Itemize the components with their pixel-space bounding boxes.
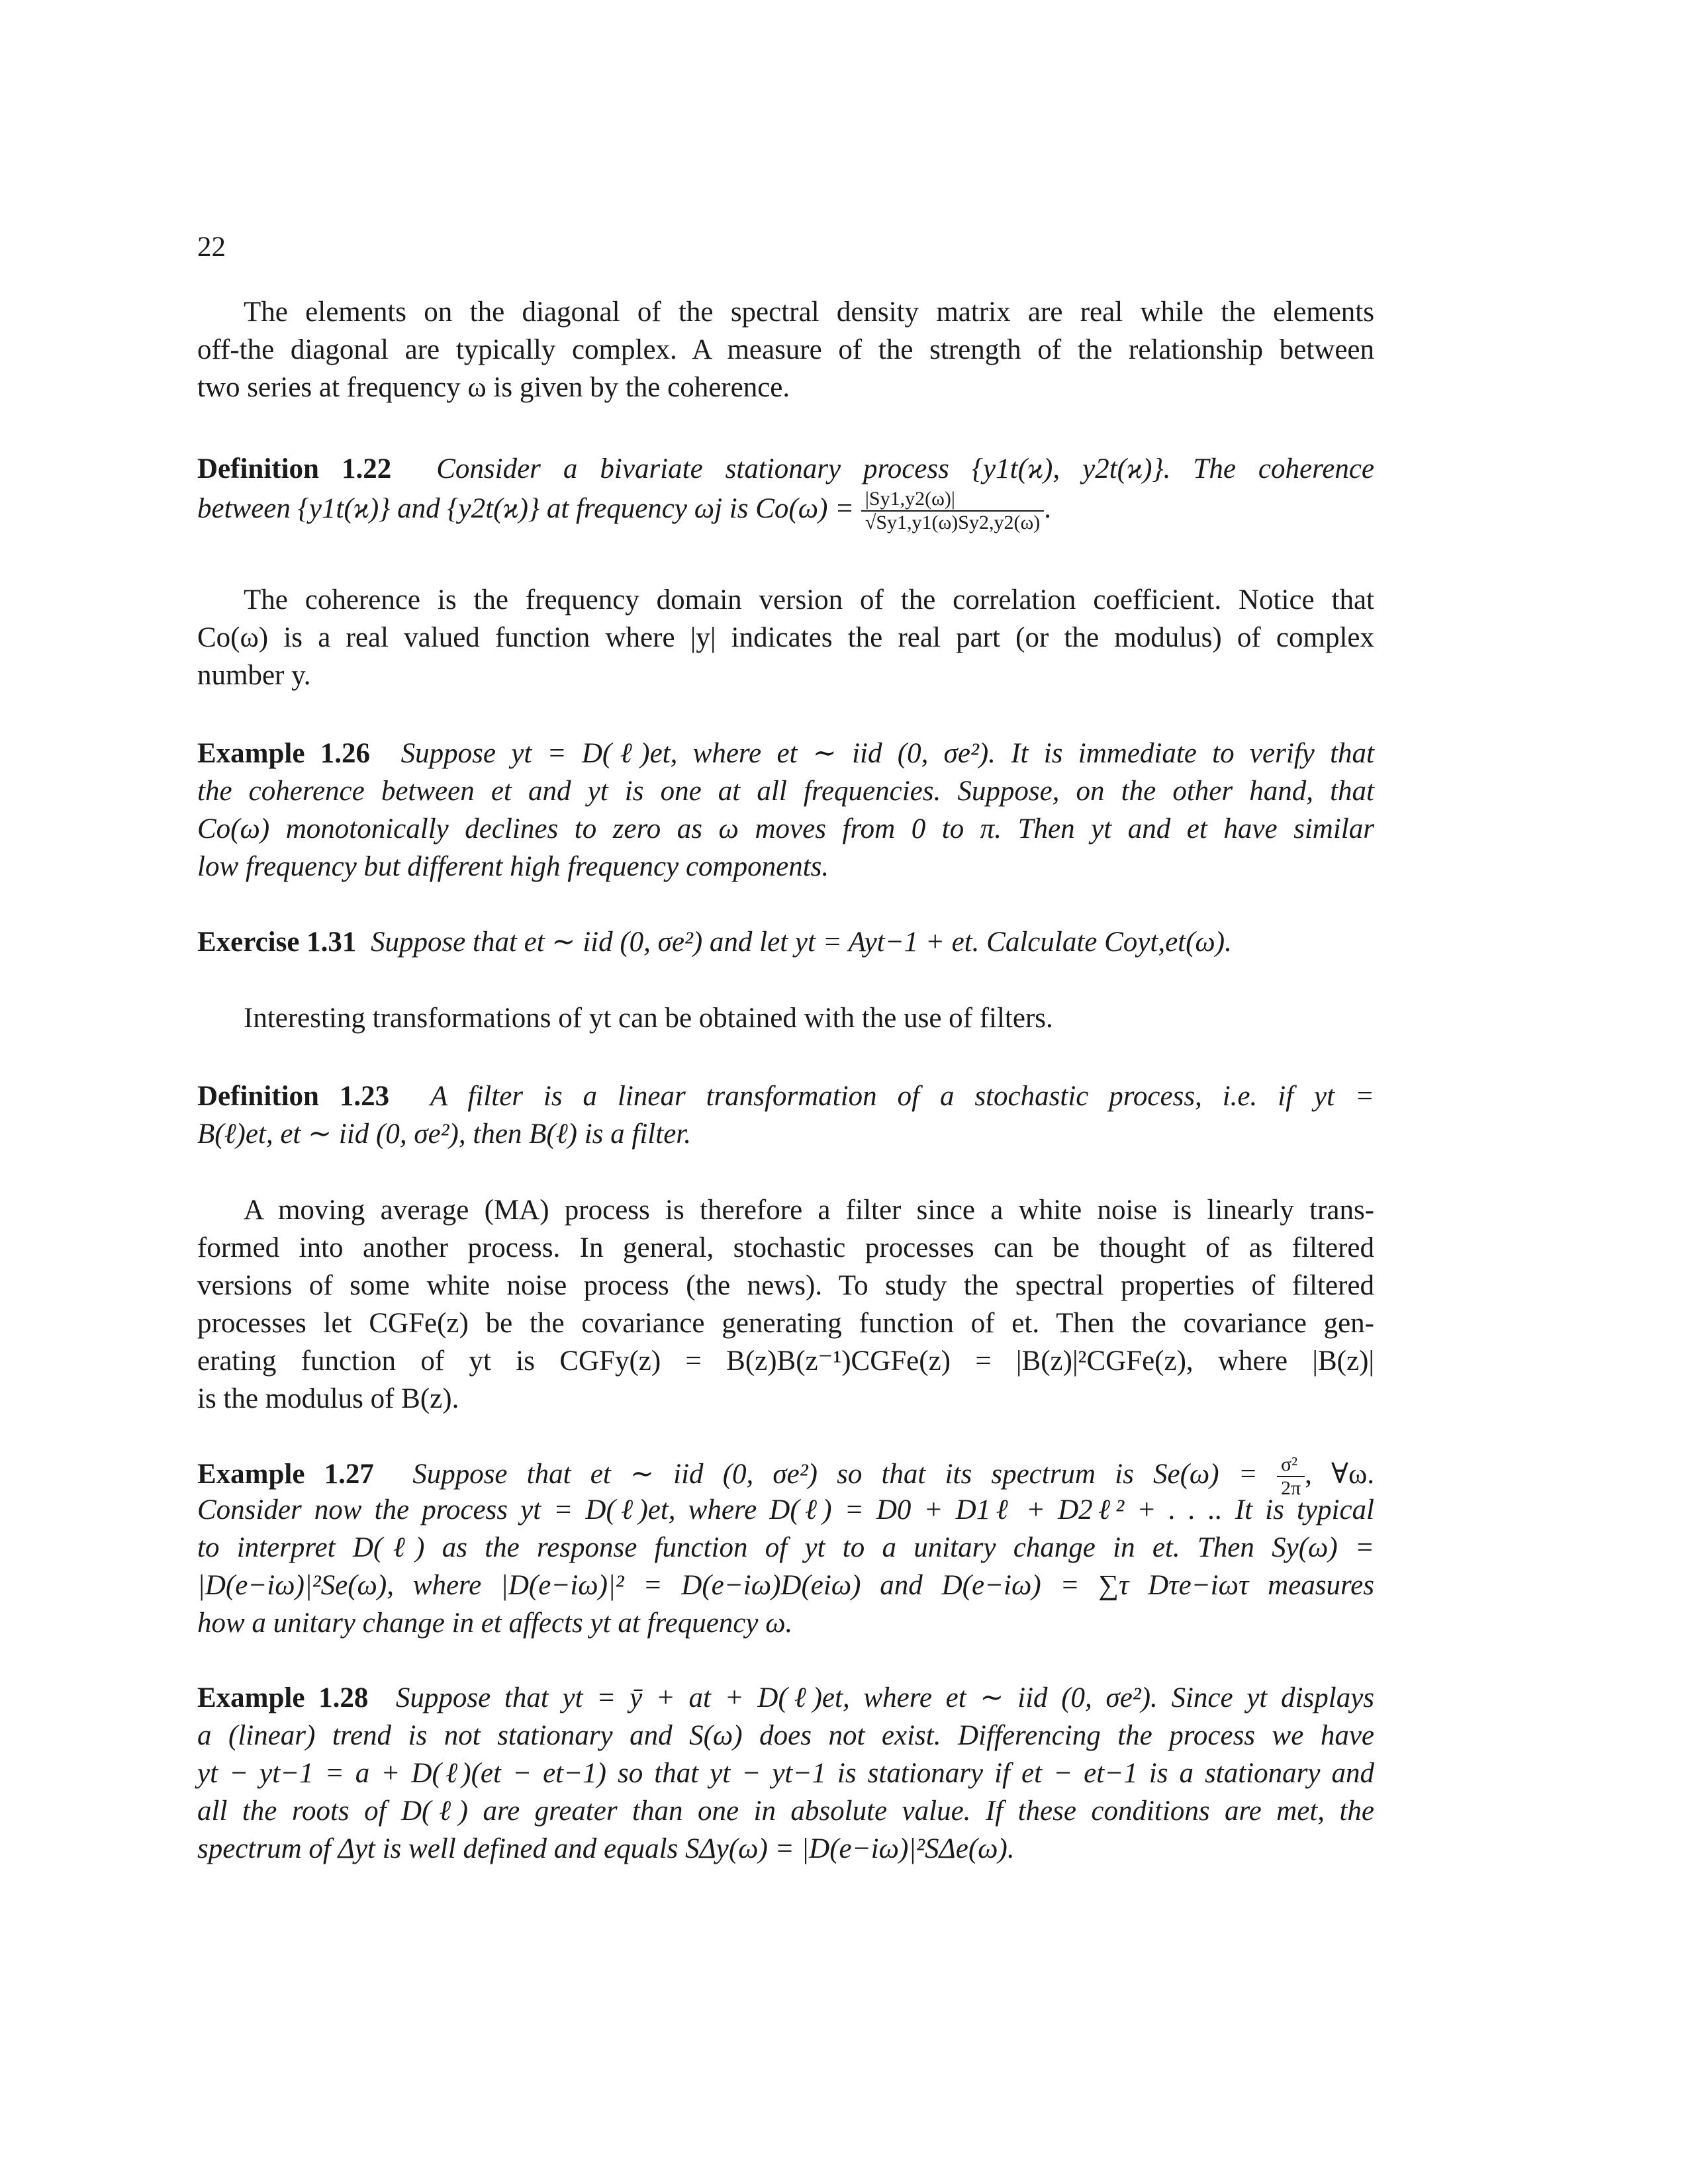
fraction-numerator: |Sy1,y2(ω)| (861, 488, 1044, 512)
text-line: formed into another process. In general, stochastic processes can be thought of as filtered (197, 1232, 1374, 1263)
text-line: Interesting transformations of yt can be obtained with the use of filters. (244, 1003, 1053, 1034)
period: . (1044, 492, 1051, 524)
definition-text: B(ℓ)et, et ∼ iid (0, σe²), then B(ℓ) is a filter. (197, 1118, 691, 1150)
text-line: off-the diagonal are typically complex. A measure of the strength of the relationship between (197, 334, 1374, 365)
definition-label: Definition 1.22 (197, 453, 392, 484)
definition-text: A filter is a linear transformation of a stochastic process, i.e. if yt = (430, 1081, 1374, 1112)
text-line: to interpret D(ℓ) as the response function of yt to a unitary change in et. Then Sy(ω) = (197, 1532, 1374, 1563)
text-line: is the modulus of B(z). (197, 1383, 459, 1414)
text-line: the coherence between et and yt is one at all frequencies. Suppose, on the other hand, that (197, 776, 1374, 807)
definition-text: Consider a bivariate stationary process {y1t(ϰ), y2t(ϰ)}. The coherence (436, 453, 1374, 484)
text-line: The elements on the diagonal of the spectral density matrix are real while the elements (244, 296, 1374, 328)
example-1-28 (197, 1679, 1374, 1868)
example-text: Suppose yt = D(ℓ)et, where et ∼ iid (0, σe²). It is immediate to verify that (400, 738, 1375, 769)
exercise-1-31 (197, 923, 1374, 961)
fraction-denominator: √Sy1,y1(ω)Sy2,y2(ω) (865, 512, 1041, 533)
definition-1-22 (197, 450, 1374, 533)
fraction-denominator: 2π (1280, 1477, 1301, 1499)
text-line: how a unitary change in et affects yt at frequency ω. (197, 1608, 793, 1639)
example-label: Example 1.27 (197, 1458, 374, 1490)
paragraph-moving-average (197, 1191, 1374, 1418)
text-line: Consider now the process yt = D(ℓ)et, where D(ℓ) = D0 + D1ℓ + D2ℓ² + . . .. It is typical (197, 1494, 1374, 1525)
page-number: 22 (197, 232, 226, 263)
definition-label: Definition 1.23 (197, 1081, 390, 1112)
fraction-numerator: σ² (1277, 1453, 1305, 1477)
text-line: two series at frequency ω is given by the coherence. (197, 372, 790, 403)
text-line: Co(ω) monotonically declines to zero as ω moves from 0 to π. Then yt and et have similar (197, 813, 1374, 844)
text-line: The coherence is the frequency domain version of the correlation coefficient. Notice that (244, 584, 1374, 615)
text-line: erating function of yt is CGFy(z) = B(z)B(z⁻¹)CGFe(z) = |B(z)|²CGFe(z), where |B(z)| (197, 1345, 1374, 1377)
example-1-27 (197, 1453, 1374, 1642)
example-1-26 (197, 735, 1374, 886)
text-line: |D(e−iω)|²Se(ω), where |D(e−iω)|² = D(e−iω)D(eiω) and D(e−iω) = ∑τ Dτe−iωτ measures (197, 1570, 1374, 1601)
paragraph-filters-intro (197, 999, 1374, 1037)
example-label: Example 1.26 (197, 738, 370, 769)
paragraph-spectral-density (197, 293, 1374, 406)
text-line: spectrum of Δyt is well defined and equals SΔy(ω) = |D(e−iω)|²SΔe(ω). (197, 1833, 1015, 1864)
text-line: processes let CGFe(z) be the covariance generating function of et. Then the covariance gen- (197, 1308, 1374, 1339)
text-line: all the roots of D(ℓ) are greater than one in absolute value. If these conditions are met, the (197, 1796, 1374, 1827)
example-text: Suppose that yt = ȳ + at + D(ℓ)et, where et ∼ iid (0, σe²). Since yt displays (395, 1682, 1375, 1713)
text-line: versions of some white noise process (the news). To study the spectral properties of filtered (197, 1270, 1374, 1301)
text-line: number y. (197, 660, 311, 691)
text-line: yt − yt−1 = a + D(ℓ)(et − et−1) so that yt − yt−1 is stationary if et − et−1 is a stationary and (197, 1758, 1374, 1789)
example-text: Suppose that et ∼ iid (0, σe²) so that its spectrum is Se(ω) = (412, 1458, 1258, 1490)
text-line: Co(ω) is a real valued function where |y| indicates the real part (or the modulus) of complex (197, 622, 1374, 653)
text-line: A moving average (MA) process is therefore a filter since a white noise is linearly trans- (244, 1195, 1374, 1226)
exercise-label: Exercise 1.31 (197, 927, 357, 958)
coherence-fraction (861, 488, 1044, 534)
definition-text: between {y1t(ϰ)} and {y2t(ϰ)} at frequency ωj is Co(ω) = (197, 492, 855, 524)
definition-1-23 (197, 1077, 1374, 1153)
example-label: Example 1.28 (197, 1682, 369, 1713)
example-text: , ∀ω. (1305, 1458, 1375, 1490)
exercise-text: Suppose that et ∼ iid (0, σe²) and let yt = Ayt−1 + et. Calculate Coyt,et(ω). (370, 927, 1232, 958)
text-line: low frequency but different high frequency components. (197, 851, 829, 882)
text-line: a (linear) trend is not stationary and S(ω) does not exist. Differencing the process we have (197, 1720, 1374, 1751)
paragraph-coherence (197, 581, 1374, 694)
